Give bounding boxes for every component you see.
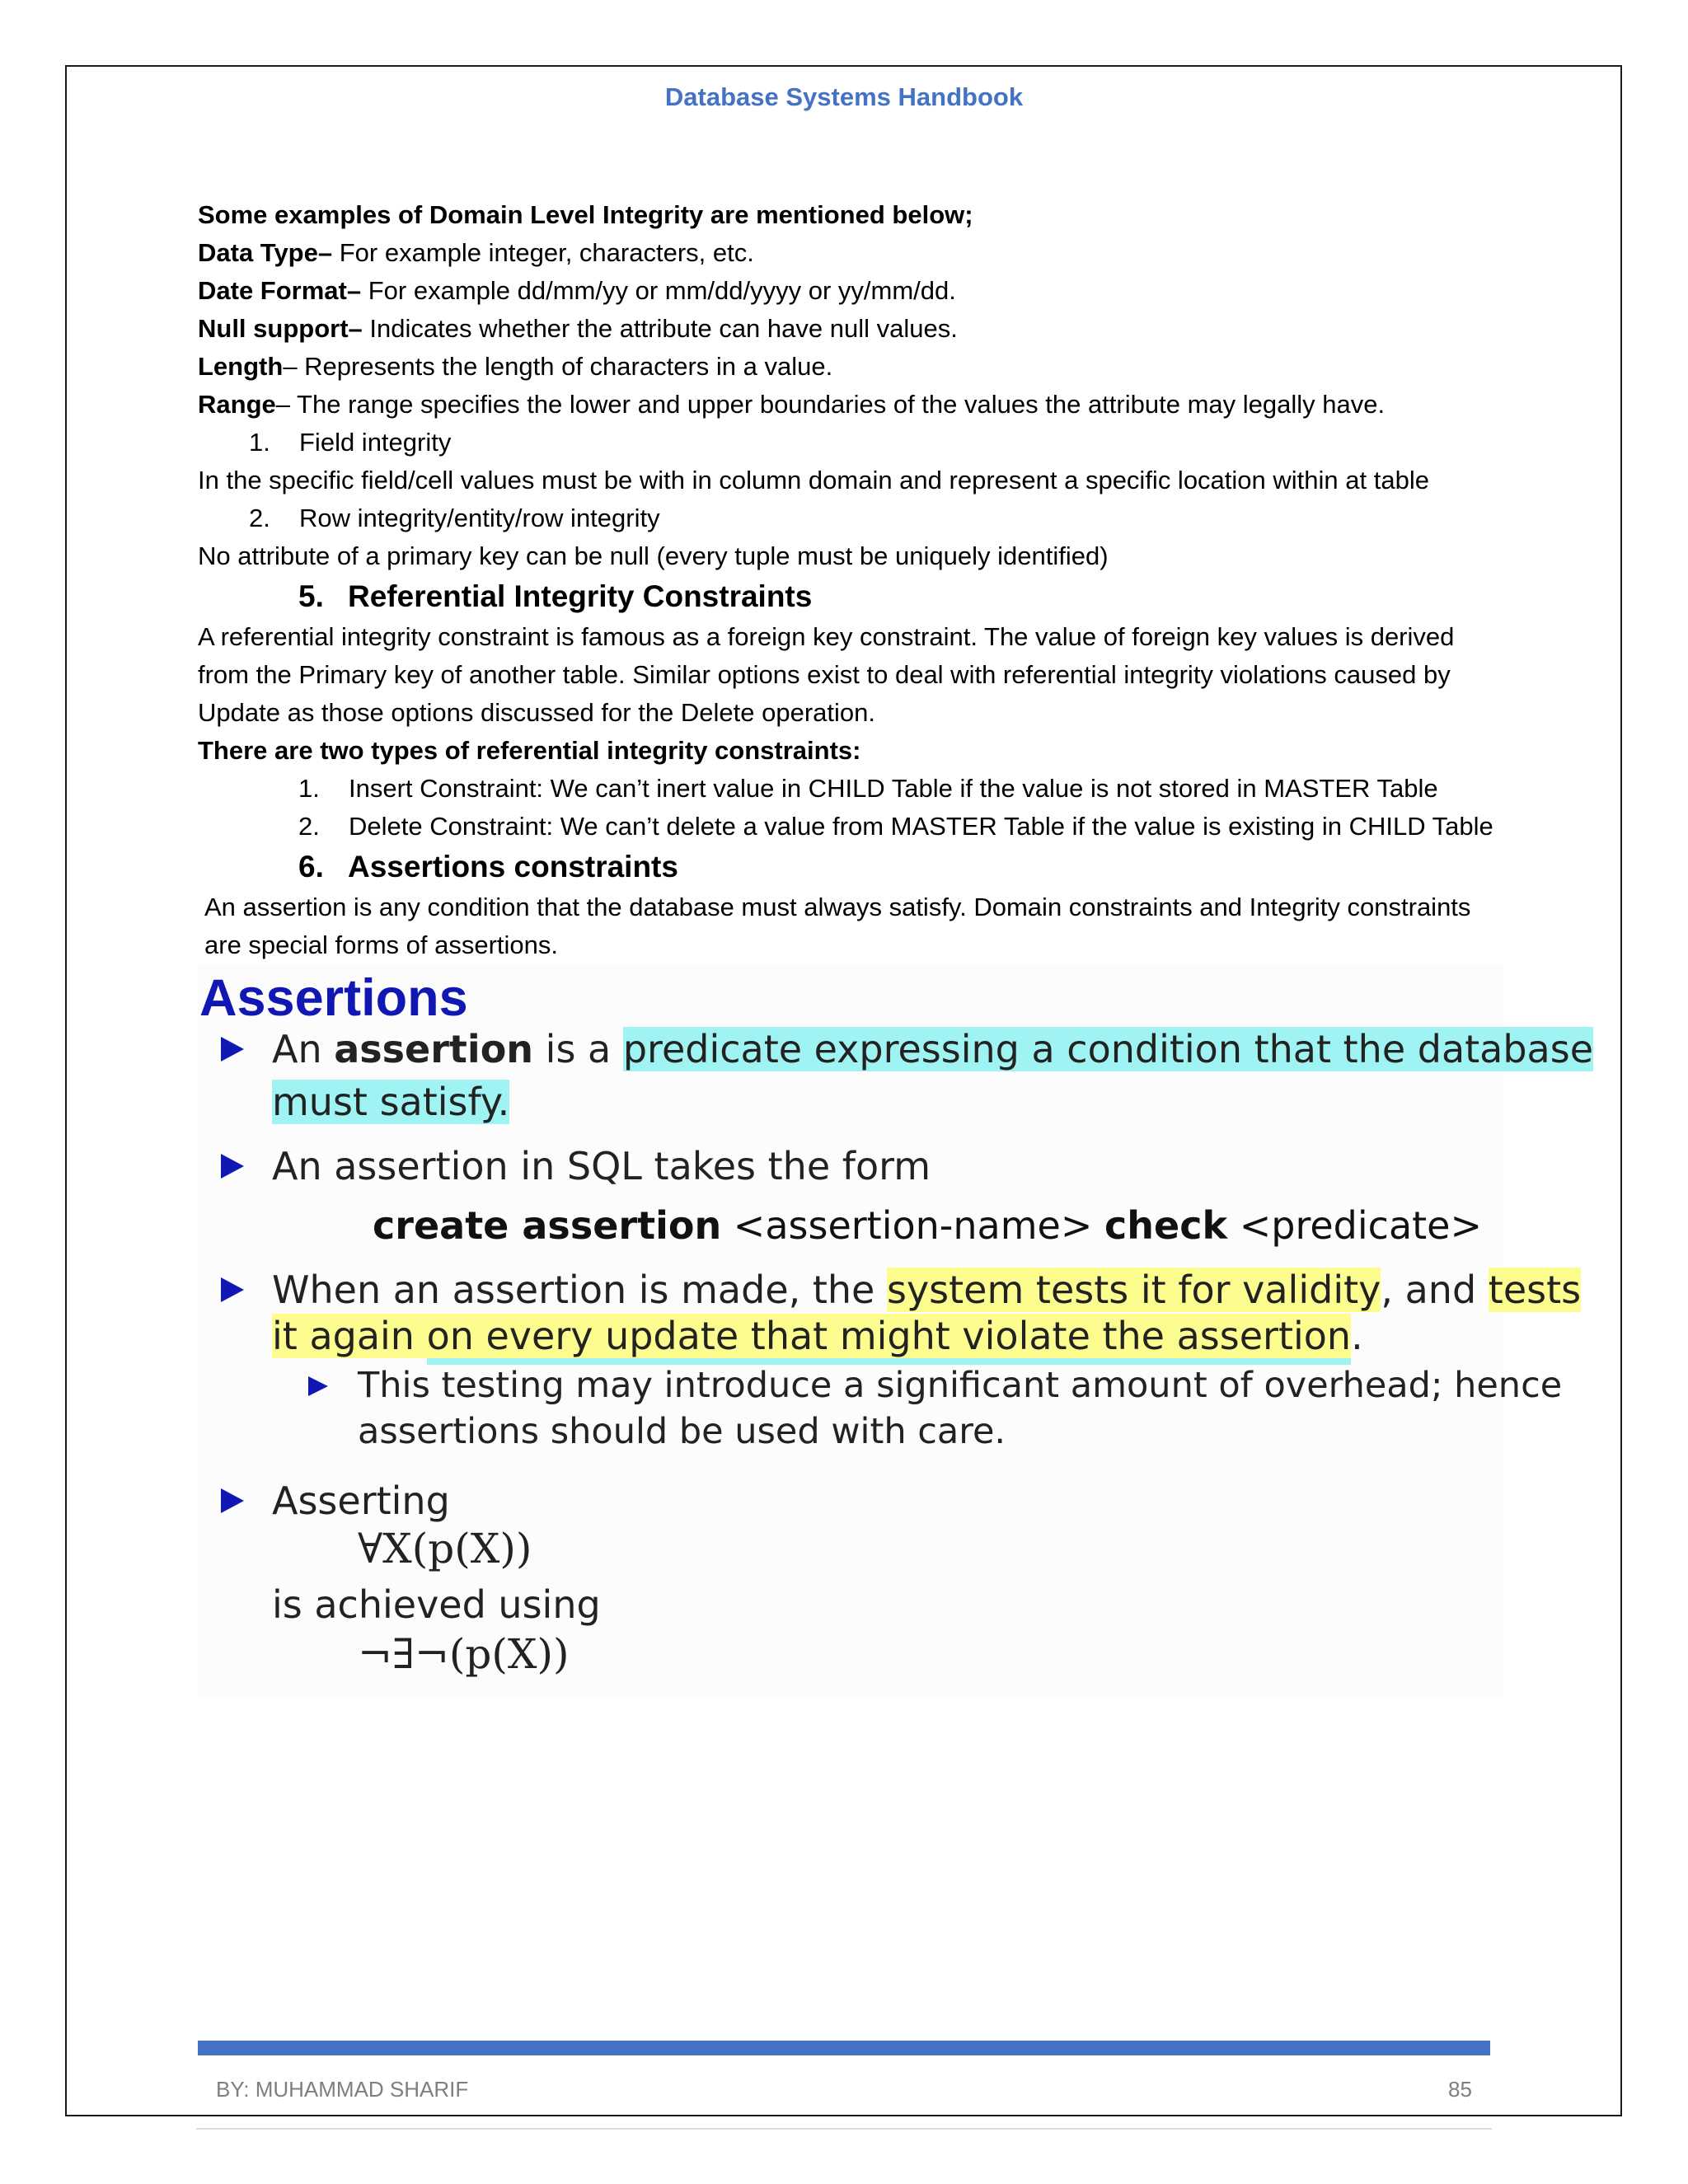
highlight-blue: predicate expressing a condition that the database (622, 1027, 1594, 1071)
highlight-blue: must satisfy. (272, 1080, 510, 1124)
referential-paragraph: A referential integrity constraint is famous as a foreign key constraint. The value of foreign key values is derived from the Primary key of another table. Similar options exist to deal with referential integrity violations caused by Update as those options discussed for the Delete operation. (198, 622, 1455, 727)
slide-sub-bullet-line1: This testing may introduce a significant amount of overhead; hence (358, 1365, 1563, 1406)
footer-author: BY: MUHAMMAD SHARIF (216, 2077, 469, 2102)
domain-item-text: – Represents the length of characters in a value. (283, 352, 833, 381)
referential-type-item (198, 770, 1500, 808)
bullet-triangle-icon (221, 1154, 244, 1179)
slide-bullet-3-cont (256, 1310, 1363, 1361)
bullet-text: , and (1381, 1268, 1489, 1312)
sql-placeholder: <assertion-name> (721, 1203, 1105, 1248)
highlight-yellow: system tests it for validity (886, 1268, 1381, 1312)
sql-keyword: check (1104, 1203, 1228, 1248)
domain-item-term: Date Format– (198, 276, 362, 305)
domain-item-term: Data Type– (198, 238, 333, 267)
sql-placeholder: <predicate> (1227, 1203, 1483, 1248)
row-integrity-text: No attribute of a primary key can be null (every tuple must be uniquely identified) (198, 541, 1109, 570)
bullet-triangle-icon (221, 1277, 244, 1302)
domain-integrity-intro: Some examples of Domain Level Integrity are mentioned below; (198, 200, 973, 229)
footer-divider (196, 2128, 1492, 2130)
referential-heading (198, 575, 1500, 618)
domain-item (198, 234, 1500, 272)
bullet-text: When an assertion is made, the (272, 1268, 887, 1312)
slide-bullet-3 (272, 1264, 1581, 1315)
bullet-text: An (272, 1027, 335, 1071)
bullet-text: is a (533, 1027, 623, 1071)
bullet-triangle-icon (221, 1488, 244, 1513)
math-forall-expression: ∀X(p(X)) (358, 1525, 532, 1572)
domain-item (198, 272, 1500, 310)
referential-type-item (198, 808, 1500, 846)
domain-item-term: Length (198, 352, 284, 381)
field-integrity-text: In the specific field/cell values must be with in column domain and represent a specific location within at table (198, 466, 1429, 494)
heading-text: Assertions constraints (348, 850, 678, 883)
domain-item (198, 348, 1500, 386)
referential-types-intro: There are two types of referential integrity constraints: (198, 736, 861, 765)
list-label: Insert Constraint: We can’t inert value in CHILD Table if the value is not stored in MASTER Table (349, 774, 1438, 803)
assertions-heading (198, 846, 1500, 888)
math-not-exists-expression: ¬∃¬(p(X)) (358, 1630, 570, 1678)
highlight-yellow: tests (1488, 1268, 1582, 1312)
running-header-title: Database Systems Handbook (664, 82, 1024, 111)
slide-sub-bullet-line2: assertions should be used with care. (358, 1411, 1006, 1452)
slide-bullet-1 (272, 1024, 1593, 1075)
list-number: 1. (298, 774, 320, 803)
list-label: Row integrity/entity/row integrity (299, 504, 660, 532)
page-number: 85 (1448, 2077, 1472, 2102)
domain-item (198, 310, 1500, 348)
heading-number: 5. (298, 579, 324, 613)
sub-bullet-triangle-icon (308, 1376, 328, 1396)
bullet-bold: assertion (334, 1027, 534, 1071)
highlight-yellow: it again (272, 1314, 427, 1358)
footer-accent-bar (198, 2041, 1490, 2055)
list-number: 2. (249, 504, 270, 532)
assertions-slide-image (198, 964, 1594, 1698)
domain-item-text: Indicates whether the attribute can have null values. (362, 314, 958, 343)
assertions-paragraph: An assertion is any condition that the database must always satisfy. Domain constraints and Integrity constraints are special forms of assertions. (204, 893, 1471, 959)
slide-bullet-4: Asserting (272, 1479, 450, 1523)
row-integrity-item (198, 499, 1500, 537)
list-number: 1. (249, 428, 270, 457)
bullet-text: . (1351, 1314, 1363, 1358)
slide-bullet-1-cont (272, 1076, 509, 1127)
domain-item-term: Null support– (198, 314, 363, 343)
page-content (198, 196, 1500, 964)
domain-item (198, 386, 1500, 424)
slide-bullet-4-cont: is achieved using (272, 1582, 601, 1627)
list-number: 2. (298, 812, 320, 841)
list-label: Delete Constraint: We can’t delete a value from MASTER Table if the value is existing in CHILD Table (349, 812, 1493, 841)
heading-text: Referential Integrity Constraints (348, 579, 813, 613)
highlight-yellow-blue: on every update that might violate the assertion (427, 1314, 1351, 1365)
heading-number: 6. (298, 850, 324, 883)
domain-item-text: – The range specifies the lower and upper boundaries of the values the attribute may legally have. (275, 390, 1386, 419)
sql-keyword: create assertion (373, 1203, 722, 1248)
slide-bullet-2: An assertion in SQL takes the form (272, 1144, 931, 1188)
field-integrity-item (198, 424, 1500, 462)
list-label: Field integrity (299, 428, 452, 457)
slide-title: Assertions (199, 969, 468, 1027)
sql-assertion-syntax (373, 1203, 1482, 1248)
domain-item-text: For example dd/mm/yy or mm/dd/yyyy or yy/mm/dd. (361, 276, 956, 305)
bullet-triangle-icon (221, 1037, 244, 1062)
domain-item-text: For example integer, characters, etc. (332, 238, 754, 267)
domain-item-term: Range (198, 390, 276, 419)
